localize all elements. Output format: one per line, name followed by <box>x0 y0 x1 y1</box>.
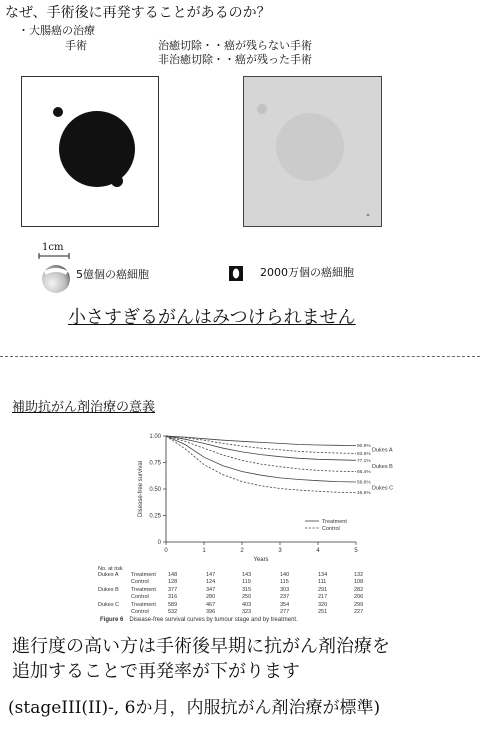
y-tick-label: 0.50 <box>149 487 161 493</box>
x-tick-label: 4 <box>316 548 320 554</box>
risk-value: 320 <box>318 601 328 608</box>
risk-arm: Treatment <box>131 572 156 578</box>
treatment-subtitle: ・大腸癌の治療 <box>18 24 95 37</box>
large-tumor <box>59 111 135 187</box>
footer-line-3: (stageIII(II)-, 6か月，内服抗がん剤治療が標準) <box>8 698 381 718</box>
risk-value: 108 <box>354 579 364 586</box>
legend-curative: 治癒切除・・癌が残らない手術 <box>158 39 312 52</box>
x-tick-label: 2 <box>240 548 244 554</box>
group-label: Dukes C <box>372 485 394 492</box>
risk-arm: Control <box>131 608 149 615</box>
risk-arm: Treatment <box>131 601 156 608</box>
risk-value: 299 <box>354 601 364 608</box>
end-value-label: 66.4% <box>357 470 371 476</box>
risk-value: 291 <box>318 586 328 593</box>
risk-arm: Control <box>131 594 149 601</box>
risk-value: 251 <box>318 608 328 615</box>
tumor-1cm-icon <box>40 262 72 296</box>
risk-value: 354 <box>280 601 290 608</box>
risk-row <box>98 579 364 586</box>
risk-value: 132 <box>354 572 364 578</box>
risk-value: 377 <box>168 586 178 593</box>
y-tick-label: 0.75 <box>149 460 161 467</box>
risk-row <box>98 594 364 601</box>
risk-value: 532 <box>168 608 178 615</box>
end-value-label: 56.6% <box>357 480 371 486</box>
cells-500m-label: 5億個の癌細胞 <box>76 268 149 281</box>
risk-value: 303 <box>280 586 290 593</box>
figure-caption-text: Disease-free survival curves by tumour stage and by treatment. <box>129 617 298 623</box>
end-value-label: 77.1% <box>357 458 371 464</box>
risk-value: 282 <box>354 586 364 593</box>
risk-value: 467 <box>206 601 216 608</box>
risk-group: Dukes A <box>98 572 119 578</box>
risk-rows <box>98 572 364 616</box>
risk-value: 250 <box>242 594 252 601</box>
risk-group: Dukes C <box>98 601 120 608</box>
after-surgery-panel <box>243 76 382 227</box>
figure-caption <box>100 617 298 623</box>
section1-title: なぜ、手術後に再発することがあるのか？ <box>5 5 271 21</box>
risk-value: 119 <box>242 579 251 586</box>
risk-header: No. at risk <box>98 566 123 572</box>
risk-row <box>98 572 364 579</box>
y-tick-label: 1.00 <box>149 434 161 440</box>
footer-line-2: 追加することで再発率が下がります <box>12 661 300 682</box>
legend-noncurative: 非治癒切除・・癌が残った手術 <box>158 53 312 66</box>
risk-value: 124 <box>206 579 216 586</box>
y-axis-label: Disease-free survival <box>138 460 144 518</box>
risk-value: 148 <box>168 572 178 578</box>
risk-value: 217 <box>318 594 328 601</box>
y-tick-label: 0.25 <box>149 513 161 520</box>
risk-value: 347 <box>206 586 216 593</box>
risk-value: 403 <box>242 601 252 608</box>
scale-label: 1cm <box>42 242 64 253</box>
risk-value: 111 <box>318 579 327 586</box>
risk-value: 128 <box>168 579 178 586</box>
risk-value: 396 <box>206 608 216 615</box>
residual-tumor-illustration <box>244 77 381 226</box>
risk-value: 589 <box>168 601 178 608</box>
risk-arm: Treatment <box>131 586 156 593</box>
end-value-label: 90.9% <box>357 444 371 450</box>
risk-row <box>98 586 364 594</box>
risk-value: 134 <box>318 572 328 578</box>
residual-dot <box>367 214 370 217</box>
risk-row <box>98 608 364 616</box>
end-value-label: 83.5% <box>357 451 371 457</box>
tumor-illustration <box>22 77 158 226</box>
x-tick-label: 5 <box>354 548 358 554</box>
small-tumor-dot <box>111 175 123 187</box>
y-tick-label: 0 <box>157 540 161 546</box>
tumor-tiny-icon <box>229 266 243 281</box>
legend-control-label: Control <box>322 526 340 532</box>
figure-caption-label: Figure 6 <box>100 617 124 623</box>
risk-row <box>98 601 364 609</box>
risk-value: 140 <box>280 572 290 578</box>
footer-line-1: 進行度の高い方は手術後早期に抗がん剤治療を <box>12 636 390 657</box>
survival-curve-dukes-c-treatment <box>166 436 356 482</box>
risk-value: 280 <box>206 594 216 601</box>
risk-value: 315 <box>242 586 252 593</box>
headline-message: 小さすぎるがんはみつけられません <box>68 307 356 328</box>
risk-arm: Control <box>131 579 149 586</box>
risk-table <box>98 566 364 616</box>
small-tumor-dot <box>53 107 63 117</box>
end-value-label: 46.5% <box>357 491 371 497</box>
group-label: Dukes A <box>372 447 393 454</box>
risk-value: 323 <box>242 608 252 615</box>
risk-value: 237 <box>280 594 290 601</box>
before-surgery-panel <box>21 76 159 227</box>
residual-tumor-faded <box>276 113 344 181</box>
survival-curve-dukes-a-treatment <box>166 436 356 446</box>
residual-dot <box>257 104 267 114</box>
risk-value: 227 <box>354 608 364 615</box>
risk-value: 206 <box>354 594 364 601</box>
section2-title: 補助抗がん剤治療の意義 <box>12 400 156 415</box>
risk-value: 115 <box>280 579 289 586</box>
x-tick-label: 3 <box>278 548 282 554</box>
legend-treatment-label: Treatment <box>322 519 347 525</box>
surgery-label: 手術 <box>65 39 87 52</box>
risk-value: 277 <box>280 608 290 615</box>
dfs-chart <box>100 428 394 578</box>
x-tick-label: 0 <box>164 548 168 554</box>
scale-bar <box>38 252 70 260</box>
risk-value: 143 <box>242 572 252 578</box>
cells-20m-label: 2000万個の癌細胞 <box>260 266 354 279</box>
x-tick-label: 1 <box>202 548 206 554</box>
group-label: Dukes B <box>372 463 393 470</box>
risk-value: 316 <box>168 594 178 601</box>
x-axis-label: Years <box>253 557 269 563</box>
risk-group: Dukes B <box>98 586 119 593</box>
risk-value: 147 <box>206 572 216 578</box>
section-divider <box>0 356 480 357</box>
